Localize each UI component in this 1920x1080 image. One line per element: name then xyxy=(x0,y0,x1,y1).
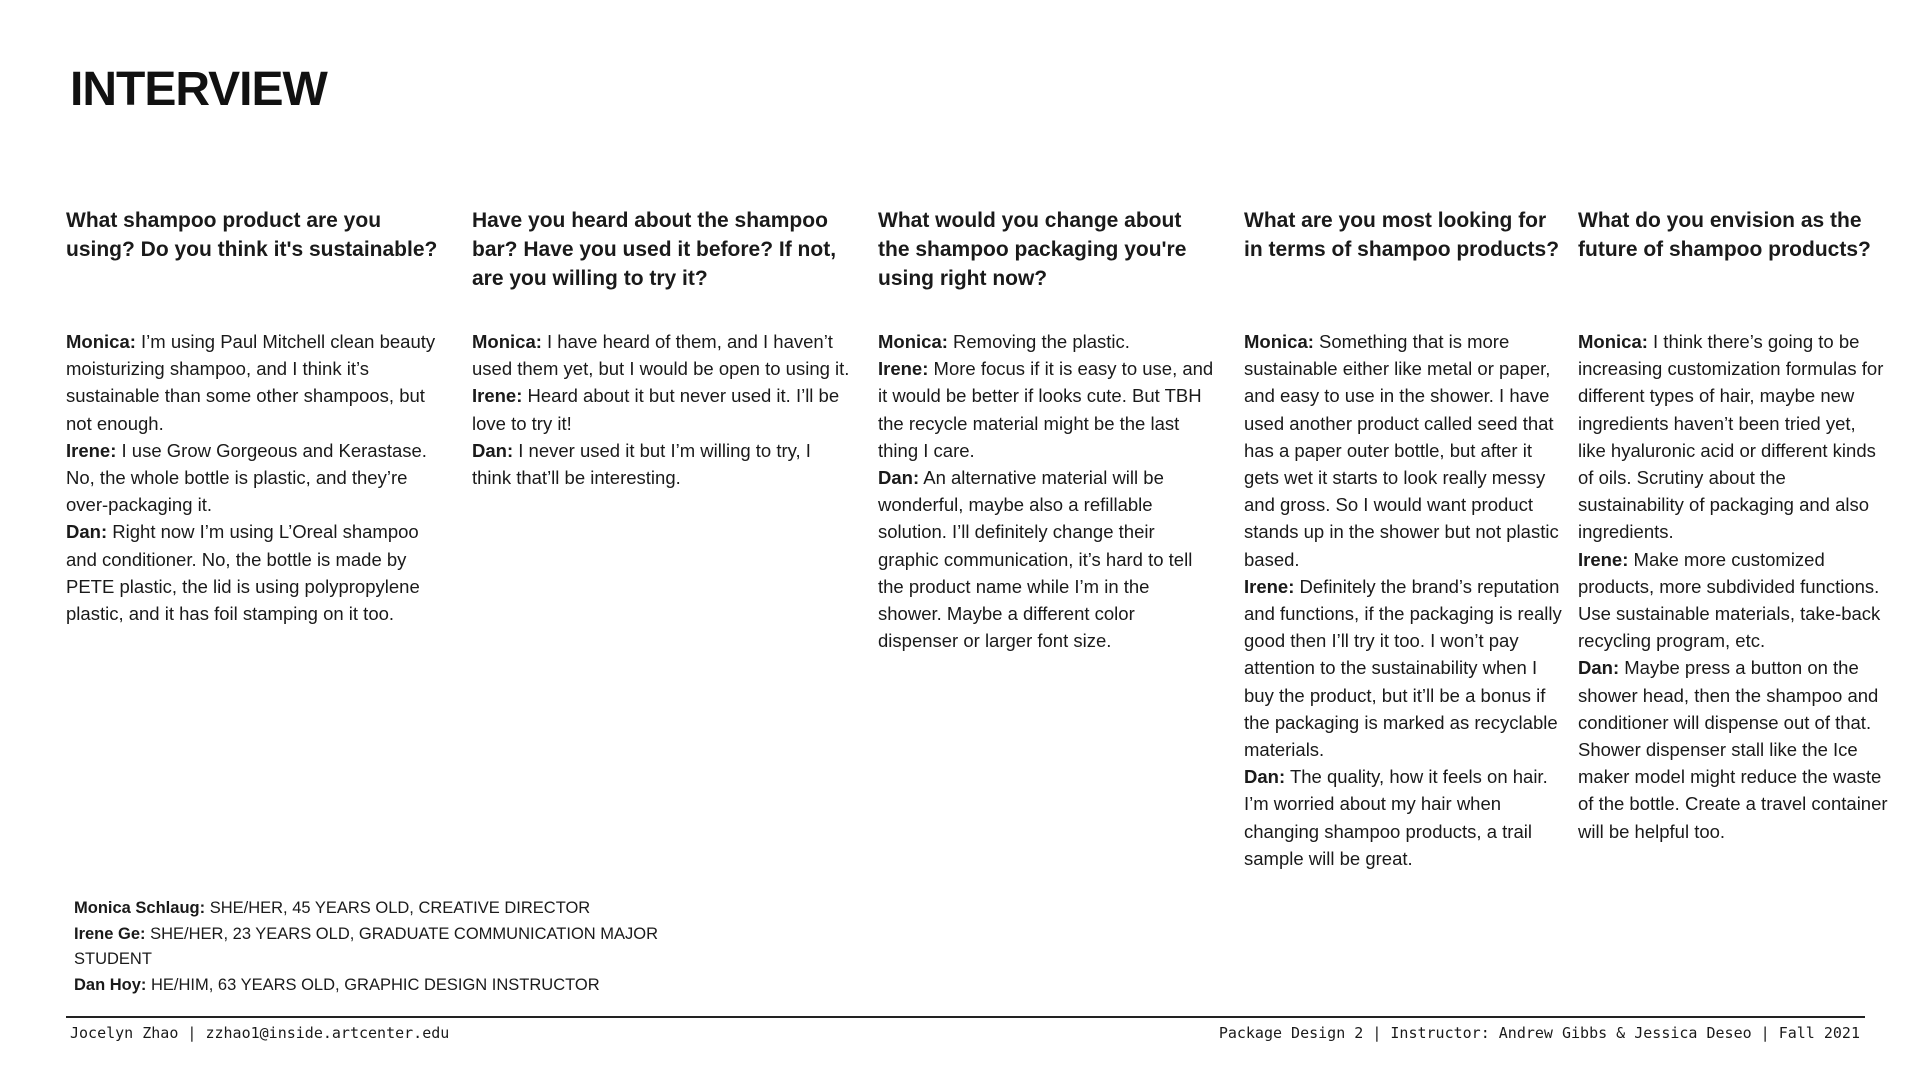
speaker-name: Dan: xyxy=(1244,766,1286,788)
participant-dan xyxy=(74,973,674,999)
question-column xyxy=(472,206,852,491)
participants-list xyxy=(74,896,674,998)
footer-divider xyxy=(66,1016,1865,1018)
answers xyxy=(1244,328,1564,872)
speaker-name: Monica: xyxy=(878,331,948,352)
question-column xyxy=(878,206,1218,654)
participant-info: SHE/HER, 45 YEARS OLD, CREATIVE DIRECTOR xyxy=(209,899,591,917)
question-heading: What do you envision as the future of shampoo products? xyxy=(1578,209,1871,261)
answer-dan xyxy=(66,518,446,627)
speaker-name: Irene: xyxy=(1244,575,1295,597)
answer-text: Removing the plastic. xyxy=(953,331,1130,352)
answer-monica xyxy=(66,328,446,437)
answer-irene xyxy=(1578,546,1888,655)
answer-text: Make more customized products, more subdivided functions. Use sustainable materials, take-back recycling program, etc. xyxy=(1578,548,1881,652)
question-heading: What shampoo product are you using? Do you think it's sustainable? xyxy=(66,209,438,261)
participant-name: Monica Schlaug: xyxy=(74,899,206,917)
answer-text: An alternative material will be wonderful, maybe also a refillable solution. I’ll definitely change their graphic communication, it’s hard to tell the product name while I’m in the shower. Maybe a different color dispenser or larger font size. xyxy=(878,467,1193,652)
answer-monica xyxy=(878,328,1218,355)
answer-text: I have heard of them, and I haven’t used them yet, but I would be open to using it. xyxy=(472,331,850,380)
footer-author: Jocelyn Zhao | zzhao1@inside.artcenter.edu xyxy=(70,1024,450,1042)
participant-info: SHE/HER, 23 YEARS OLD, GRADUATE COMMUNICATION MAJOR STUDENT xyxy=(74,924,659,968)
question-heading: Have you heard about the shampoo bar? Have you used it before? If not, are you willing to try it? xyxy=(472,209,837,290)
speaker-name: Dan: xyxy=(66,521,108,543)
speaker-name: Monica: xyxy=(1578,331,1648,352)
speaker-name: Monica: xyxy=(1244,331,1314,352)
answers xyxy=(472,328,852,491)
answers xyxy=(1578,328,1888,845)
footer-course: Package Design 2 | Instructor: Andrew Gibbs & Jessica Deseo | Fall 2021 xyxy=(1218,1024,1860,1042)
answer-text: I think there’s going to be increasing customization formulas for different types of hair, maybe new ingredients haven’t been tried yet, like hyaluronic acid or different kinds of oils. Scrutiny about the sustainability of packaging and also ingredients. xyxy=(1578,331,1884,543)
answer-text: I’m using Paul Mitchell clean beauty moisturizing shampoo, and I think it’s sustainable than some other shampoos, but not enough. xyxy=(66,331,436,434)
answer-irene xyxy=(472,382,852,436)
participant-name: Irene Ge: xyxy=(74,924,146,943)
answer-text: Right now I’m using L’Oreal shampoo and conditioner. No, the bottle is made by PETE plastic, the lid is using polypropylene plastic, and it has foil stamping on it too. xyxy=(66,521,420,625)
speaker-name: Monica: xyxy=(66,331,136,352)
answer-text: Definitely the brand’s reputation and functions, if the packaging is really good then I’ll try it too. I won’t pay attention to the sustainability when I buy the product, but it’ll be a bonus if the packaging is marked as recyclable materials. xyxy=(1244,575,1562,761)
answer-dan xyxy=(878,464,1218,654)
speaker-name: Monica: xyxy=(472,331,542,352)
answer-text: More focus if it is easy to use, and it would be better if looks cute. But TBH the recycle material might be the last thing I care. xyxy=(878,358,1214,461)
answer-dan xyxy=(1578,654,1888,844)
answer-text: Something that is more sustainable either like metal or paper, and easy to use in the shower. I have used another product called seed that has a paper outer bottle, but after it gets wet it starts to look really messy and gross. So I would want product stands up in the shower but not plastic based. xyxy=(1244,331,1559,570)
answer-text: Heard about it but never used it. I’ll be love to try it! xyxy=(472,385,840,434)
answer-text: I use Grow Gorgeous and Kerastase. No, the whole bottle is plastic, and they’re over-packaging it. xyxy=(66,439,427,516)
answer-text: I never used it but I’m willing to try, I think that’ll be interesting. xyxy=(472,439,811,489)
question-column xyxy=(1578,206,1888,845)
speaker-name: Dan: xyxy=(472,439,514,461)
answers xyxy=(66,328,446,627)
answer-irene xyxy=(66,437,446,519)
answer-dan xyxy=(472,437,852,491)
participant-irene xyxy=(74,922,674,973)
answer-monica xyxy=(1244,328,1564,573)
speaker-name: Irene: xyxy=(1578,548,1629,570)
answer-irene xyxy=(878,355,1218,464)
question-heading: What would you change about the shampoo packaging you're using right now? xyxy=(878,209,1187,290)
speaker-name: Dan: xyxy=(1578,657,1620,679)
answer-dan xyxy=(1244,763,1564,872)
speaker-name: Irene: xyxy=(472,385,523,407)
answer-irene xyxy=(1244,573,1564,763)
participant-info: HE/HIM, 63 YEARS OLD, GRAPHIC DESIGN INSTRUCTOR xyxy=(151,975,600,994)
question-heading: What are you most looking for in terms of shampoo products? xyxy=(1244,209,1560,261)
page-title: INTERVIEW xyxy=(70,63,327,116)
answers xyxy=(878,328,1218,654)
answer-text: The quality, how it feels on hair. I’m worried about my hair when changing shampoo products, a trail sample will be great. xyxy=(1244,766,1548,869)
answer-monica xyxy=(1578,328,1888,546)
participant-monica xyxy=(74,896,674,922)
participant-name: Dan Hoy: xyxy=(74,975,147,994)
speaker-name: Dan: xyxy=(878,467,920,489)
question-column xyxy=(1244,206,1564,872)
answer-text: Maybe press a button on the shower head, then the shampoo and conditioner will dispense out of that. Shower dispenser stall like the Ice maker model might reduce the waste of the bottle. Create a travel container will be helpful too. xyxy=(1578,657,1888,842)
answer-monica xyxy=(472,328,852,382)
question-column xyxy=(66,206,446,627)
speaker-name: Irene: xyxy=(878,358,929,380)
speaker-name: Irene: xyxy=(66,439,117,461)
